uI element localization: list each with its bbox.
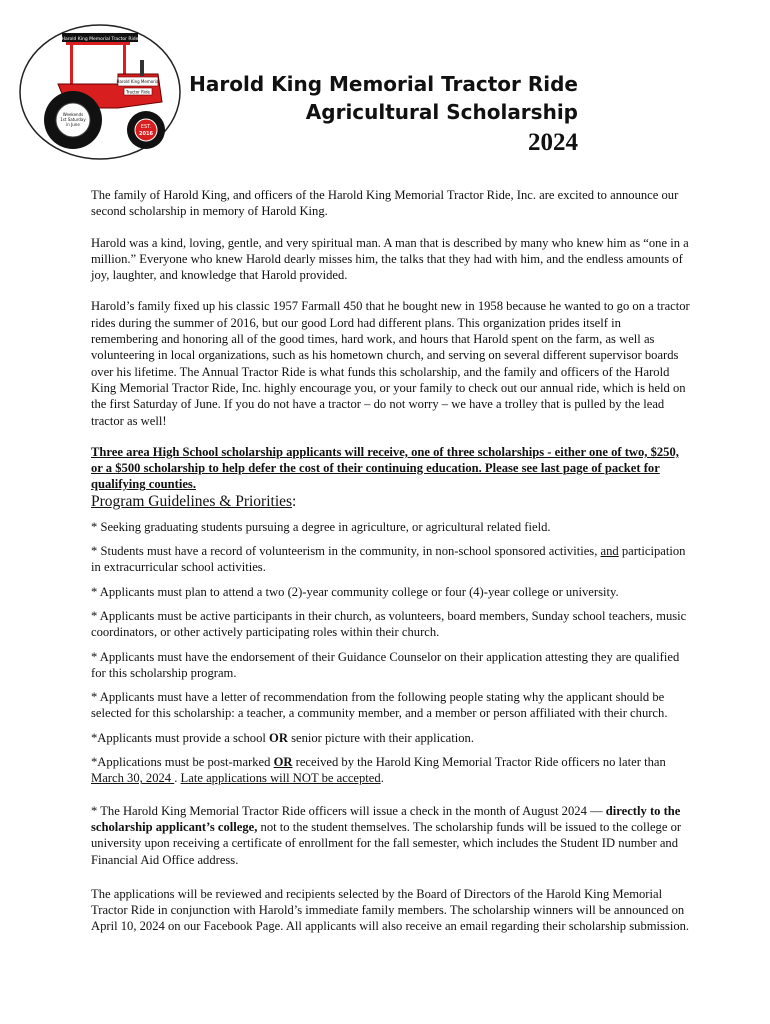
check-paragraph-a: * The Harold King Memorial Tractor Ride officers will issue a check in the month of August 2024 — (91, 803, 606, 818)
guideline-7-text-b: senior picture with their application. (287, 730, 474, 745)
guideline-8-text-a: *Applications must be post-marked (91, 755, 274, 770)
guideline-7-or: OR (269, 730, 288, 745)
guideline-2-and: and (600, 544, 619, 559)
guideline-7-text-a: *Applicants must provide a school (91, 730, 270, 745)
logo-wheel-text-1: Weekends (62, 112, 84, 117)
guideline-3: * Applicants must plan to attend a two (2)-year community college or four (4)-year college or university. (91, 584, 619, 599)
guideline-2-text-b: participation in extracurricular school activities. (91, 544, 686, 575)
title-line-2: Agricultural Scholarship (305, 100, 578, 124)
harold-description-paragraph: Harold was a kind, loving, gentle, and very spiritual man. A man that is described by many who knew him as “one in a million.” Everyone who knew Harold dearly misses him, the talks that they had with him, and the endless amounts of joy, laughter, and knowledge that Harold provided. (91, 235, 689, 283)
logo-badge-1: EST. (140, 124, 152, 130)
check-paragraph-b: not to the student themselves. The scholarship funds will be issued to the college or university upon receiving a certificate of enrollment for the fall semester, which includes the Student ID number and Financial Aid Office address. (91, 819, 682, 867)
late-applications-notice: Late applications will NOT be accepted (180, 771, 381, 786)
guideline-2-text-a: * Students must have a record of volunteerism in the community, in non-school sponsored activities, (91, 544, 601, 559)
guideline-8-or: OR (273, 755, 293, 770)
scholarship-notice (91, 444, 691, 493)
guideline-8 (91, 754, 691, 787)
guideline-4: * Applicants must be active participants in their church, as volunteers, board members, Sunday school teachers, music coordinators, or other actively participating roles within their church. (91, 608, 687, 640)
guideline-8-text-c: . (174, 771, 181, 786)
final-paragraph: The applications will be reviewed and recipients selected by the Board of Directors of the Harold King Memorial Tractor Ride in conjunction with Harold’s immediate family members. The scholarship winners will be announced on April 10, 2024 on our Facebook Page. All applicants will also receive an email regarding their scholarship submission. (91, 886, 690, 934)
guideline-1: * Seeking graduating students pursuing a degree in agriculture, or agricultural related field. (91, 519, 551, 534)
deadline-date: March 30, 2024 (91, 771, 175, 786)
tractor-history-paragraph: Harold’s family fixed up his classic 1957 Farmall 450 that he bought new in 1958 because he wanted to go on a tractor rides during the summer of 2016, but our good Lord had different plans. This organization prides itself in remembering and honoring all of the good times, hard work, and hours that Harold spent on the farm, as well as volunteering in local organizations, such as his hometown church, and serving on several different supervisor boards over his lifetime. The Annual Tractor Ride is what funds this scholarship, and the family and officers of the Harold King Memorial Tractor Ride, Inc. highly encourage you, or your family to check out our annual ride, which is held on the first Saturday of June. If you do not have a tractor – do not worry – we have a trolley that is pulled by the lead tractor as well! (91, 299, 690, 428)
logo-top-text: Harold King Memorial Tractor Ride (61, 37, 139, 42)
document-body (91, 187, 691, 943)
logo-wheel-text-2: 1st Saturday (60, 117, 86, 122)
guideline-6: * Applicants must have a letter of recommendation from the following people stating why the applicant should be selected for this scholarship: a teacher, a community member, and a member or person affiliated with their church. (91, 690, 668, 721)
guideline-7 (91, 730, 691, 746)
guidelines-heading-colon: : (292, 492, 297, 510)
logo-hood-line2: Tractor Ride (126, 89, 150, 95)
title-line-1: Harold King Memorial Tractor Ride (189, 72, 578, 96)
guidelines-heading (91, 493, 691, 511)
guidelines-heading-text: Program Guidelines & Priorities (91, 492, 293, 510)
scholarship-notice-counties: for qualifying counties. (91, 461, 660, 492)
intro-paragraph: The family of Harold King, and officers of the Harold King Memorial Tractor Ride, Inc. are excited to announce our second scholarship in memory of Harold King. (91, 188, 679, 219)
scholarship-notice-text: Three area High School scholarship applicants will receive, one of three scholarships - either one of two, $250, or a $500 scholarship to help defer the cost of their continuing education. Please see last page of packet (91, 444, 679, 476)
title-year: 2024 (528, 129, 578, 156)
document-title (158, 70, 578, 160)
guideline-8-text-b: received by the Harold King Memorial Tractor Ride officers no later than (292, 755, 666, 770)
guideline-8-end: . (380, 771, 384, 786)
logo-badge-2: 2016 (139, 131, 153, 137)
logo-wheel-text-3: in June (66, 122, 80, 127)
guideline-5: * Applicants must have the endorsement of their Guidance Counselor on their application attesting they are qualified for this scholarship program. (91, 649, 680, 680)
guideline-2 (91, 543, 691, 576)
check-paragraph (91, 803, 691, 868)
check-paragraph-bold: directly to the scholarship applicant’s college, (91, 803, 681, 834)
logo-hood-line1: Harold King Memorial (116, 79, 160, 84)
